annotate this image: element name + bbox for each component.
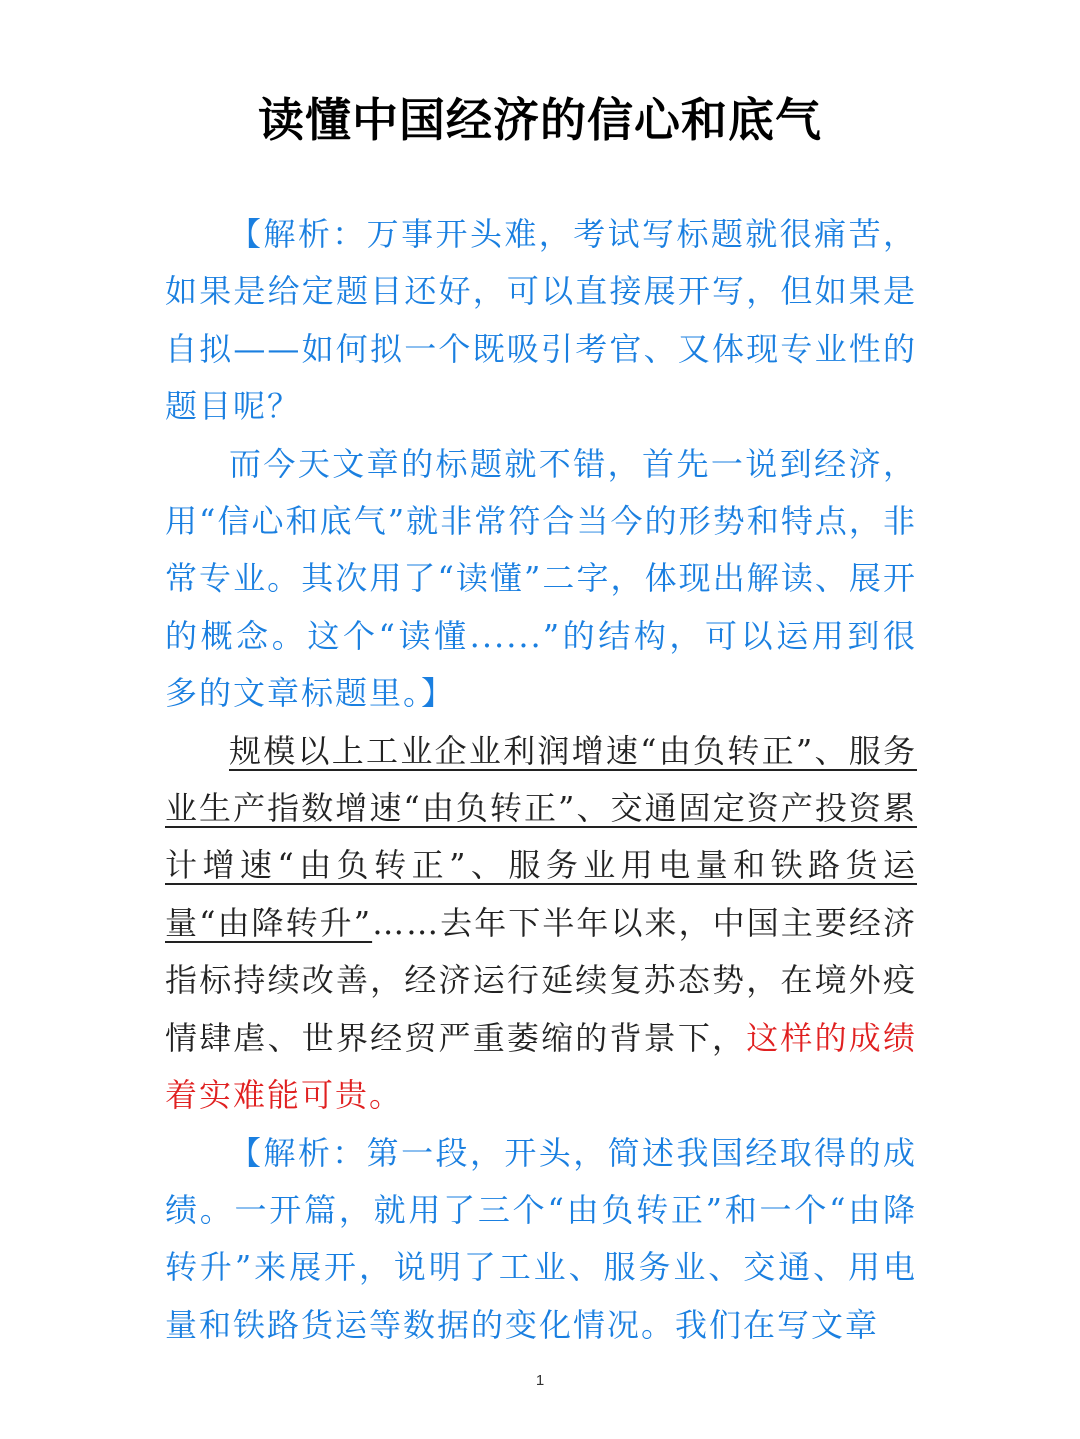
- page-title: 读懂中国经济的信心和底气: [258, 93, 822, 147]
- underlined-text: 规模以上工业企业利润增速“由负转正”、服务业生产指数增速“由负转正”、交通固定资产投资累计增速“由负转正”、服务业用电量和铁路货运量“由降转升”: [165, 731, 917, 942]
- analysis-paragraph-3: 【解析：第一段，开头，简述我国经取得的成绩。一开篇，就用了三个“由负转正”和一个“由降转升”来展开，说明了工业、服务业、交通、用电量和铁路货运等数据的变化情况。我们在写文章: [165, 1133, 917, 1344]
- document-body: [165, 206, 917, 1354]
- analysis-paragraph-1: 【解析：万事开头难，考试写标题就很痛苦，如果是给定题目还好，可以直接展开写，但如果是自拟——如何拟一个既吸引考官、又体现专业性的题目呢？: [165, 215, 917, 426]
- analysis-paragraph-2: 而今天文章的标题就不错，首先一说到经济，用“信心和底气”就非常符合当今的形势和特点，非常专业。其次用了“读懂”二字，体现出解读、展开的概念。这个“读懂......”的结构，可以运用到很多的文章标题里。】: [165, 444, 917, 713]
- page-number: 1: [535, 1372, 545, 1389]
- plain-text: ……去年下半年以来，中国主要经济指标持续改善，经济运行延续复苏态势，在境外疫情肆虐、世界经贸严重萎缩的背景下，: [165, 903, 917, 1057]
- body-paragraph-1: [165, 723, 917, 1125]
- highlighted-text: 这样的成绩着实难能可贵。: [165, 1018, 917, 1115]
